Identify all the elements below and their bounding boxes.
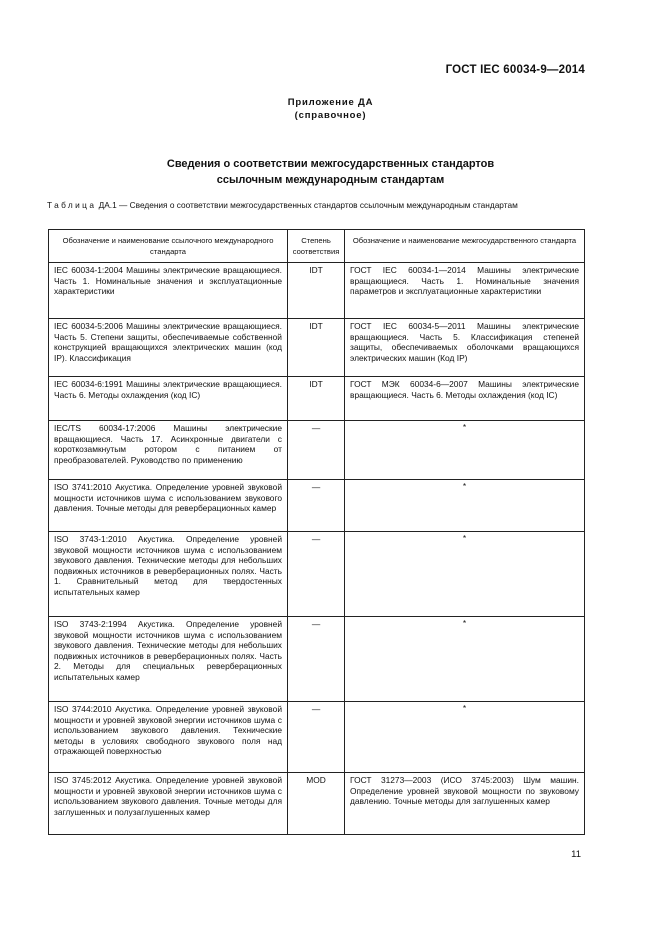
degree-cell: IDT	[288, 263, 345, 319]
international-standard-cell: ISO 3743-1:2010 Акустика. Определение уровней звуковой мощности источников шума с использованием звукового давления. Технические методы для небольших подвижных источников в реверберационных полях. Часть 1. Сравнительный метод для твердостенных испытательных камер	[49, 532, 288, 617]
international-standard-cell: ISO 3741:2010 Акустика. Определение уровней звуковой мощности источников шума с использованием звукового давления. Точные методы для реверберационных камер	[49, 480, 288, 532]
international-standard-cell: IEC 60034-5:2006 Машины электрические вращающиеся. Часть 5. Степени защиты, обеспечиваемые собственной конструкцией вращающихся электрических машин (код IP). Классификация	[49, 319, 288, 377]
national-standard-cell: *	[345, 421, 585, 480]
table-caption-text: ДА.1 — Сведения о соответствии межгосударственных стандартов ссылочным международным стандартам	[98, 200, 518, 210]
page-title-line-2: ссылочным международным стандартам	[216, 174, 445, 186]
table-row	[49, 702, 585, 773]
annex-title: Приложение ДА	[287, 97, 374, 108]
national-standard-cell: *	[345, 480, 585, 532]
page-title	[0, 156, 661, 188]
document-header-standard: ГОСТ IEC 60034-9—2014	[445, 64, 585, 76]
degree-cell: IDT	[288, 377, 345, 421]
page-number: 11	[571, 849, 581, 860]
national-standard-cell: ГОСТ МЭК 60034-6—2007 Машины электрические вращающиеся. Часть 6. Методы охлаждения (код IC)	[345, 377, 585, 421]
table-header-row	[49, 230, 585, 263]
degree-cell: —	[288, 702, 345, 773]
international-standard-cell: ISO 3743-2:1994 Акустика. Определение уровней звуковой мощности источников шума с использованием звукового давления. Технические методы для небольших подвижных источников в реверберационных полях. Часть 2. Методы для специальных реверберационных испытательных камер	[49, 617, 288, 702]
degree-cell: —	[288, 480, 345, 532]
degree-cell: —	[288, 532, 345, 617]
page-title-line-1: Сведения о соответствии межгосударственных стандартов	[166, 158, 495, 170]
table-row	[49, 377, 585, 421]
national-standard-cell: *	[345, 532, 585, 617]
international-standard-cell: IEC 60034-1:2004 Машины электрические вращающиеся. Часть 1. Номинальные значения и эксплуатационные характеристики	[49, 263, 288, 319]
column-header-international: Обозначение и наименование ссылочного международного стандарта	[49, 230, 288, 263]
international-standard-cell: ISO 3744:2010 Акустика. Определение уровней звуковой мощности и уровней звуковой энергии источников шума с использованием звукового давления. Технические методы в условиях свободного звукового поля над отражающей поверхностью	[49, 702, 288, 773]
national-standard-cell: ГОСТ 31273—2003 (ИСО 3745:2003) Шум машин. Определение уровней звуковой мощности по звуковому давлению. Точные методы для заглушенных камер	[345, 773, 585, 835]
annex-heading	[0, 96, 661, 122]
annex-note: (справочное)	[294, 110, 367, 121]
column-header-degree: Степень соответствия	[288, 230, 345, 263]
table-row	[49, 421, 585, 480]
international-standard-cell: IEC/TS 60034-17:2006 Машины электрические вращающиеся. Часть 17. Асинхронные двигатели с короткозамкнутым ротором с питанием от преобразователей. Руководство по применению	[49, 421, 288, 480]
degree-cell: MOD	[288, 773, 345, 835]
degree-cell: —	[288, 617, 345, 702]
international-standard-cell: ISO 3745:2012 Акустика. Определение уровней звуковой мощности и уровней звуковой энергии источников шума с использованием звукового давления. Точные методы для заглушенных и полузаглушенных камер	[49, 773, 288, 835]
national-standard-cell: *	[345, 702, 585, 773]
table-row	[49, 319, 585, 377]
table-row	[49, 773, 585, 835]
table-caption-label: Таблица	[47, 200, 97, 210]
national-standard-cell: ГОСТ IEC 60034-1—2014 Машины электрические вращающиеся. Часть 1. Номинальные значения параметров и эксплуатационные характеристики	[345, 263, 585, 319]
degree-cell: IDT	[288, 319, 345, 377]
table-row	[49, 263, 585, 319]
correspondence-table	[48, 229, 585, 835]
international-standard-cell: IEC 60034-6:1991 Машины электрические вращающиеся. Часть 6. Методы охлаждения (код IC)	[49, 377, 288, 421]
degree-cell: —	[288, 421, 345, 480]
national-standard-cell: *	[345, 617, 585, 702]
table-row	[49, 617, 585, 702]
national-standard-cell: ГОСТ IEC 60034-5—2011 Машины электрические вращающиеся. Часть 5. Классификация степеней защиты, обеспечиваемых оболочками вращающихся электрических машин (Код IP)	[345, 319, 585, 377]
table-caption	[47, 200, 584, 211]
column-header-national: Обозначение и наименование межгосударственного стандарта	[345, 230, 585, 263]
table-row	[49, 532, 585, 617]
table-row	[49, 480, 585, 532]
